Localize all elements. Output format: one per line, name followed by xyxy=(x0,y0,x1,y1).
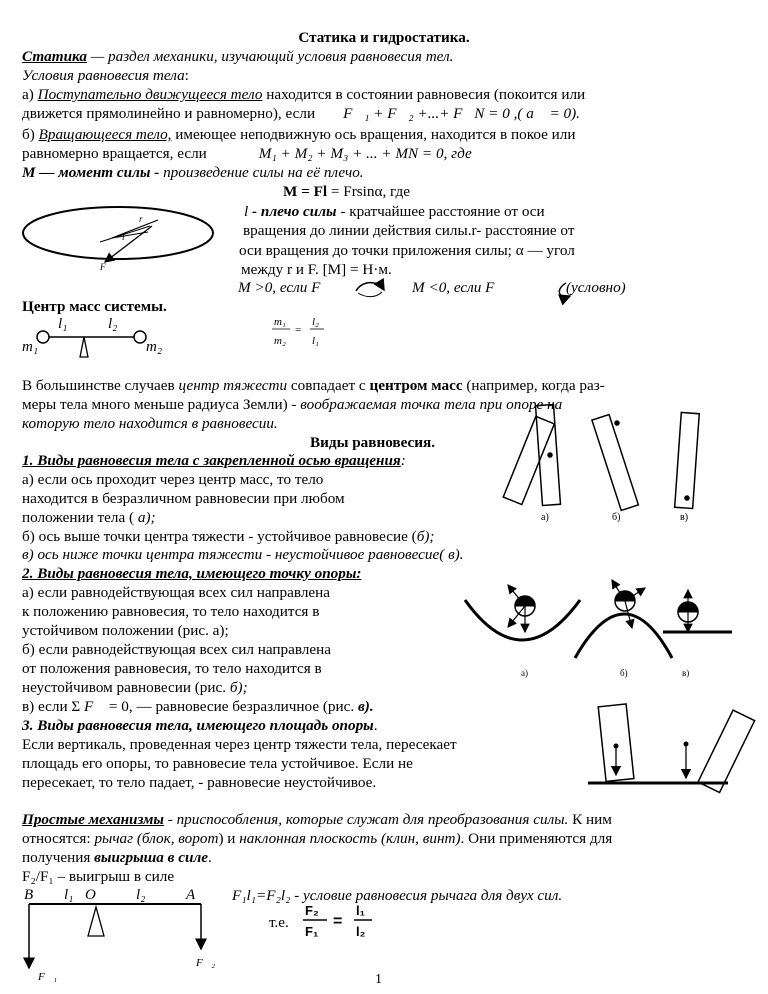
s1-a3-italic: а); xyxy=(137,509,156,526)
mech-term: Простые механизмы xyxy=(22,811,164,828)
s2-b-line2: от положения равновесия, то тело находится в xyxy=(22,660,322,677)
arm-symbol: l xyxy=(244,203,249,220)
fig2-label-a: а) xyxy=(521,668,528,678)
s2-a-line2: к положению равновесия, то тело находится в xyxy=(22,603,320,620)
disk-label-r: r xyxy=(139,214,143,224)
s1-b-text: б) ось выше точки центра тяжести - устойчивое равновесие ( xyxy=(22,528,417,545)
s3-line1: Если вертикаль, проведенная через центр тяжести тела, пересекает xyxy=(22,736,457,753)
final-F1: F₁ xyxy=(305,924,319,939)
ratio-m1: m₁ xyxy=(274,316,286,328)
s3-dot: . xyxy=(373,717,378,734)
support-area-figures xyxy=(588,704,755,793)
gravity-p3: совпадает с xyxy=(287,377,370,394)
s2-heading: 2. Виды равновесия тела, имеющего точку опоры: xyxy=(22,565,362,582)
s2-b-line1: б) если равнодействующая всех сил направлена xyxy=(22,641,331,658)
moment-formula-rest: = Frsinα, где xyxy=(327,183,410,200)
mech-t4: . Они применяются для xyxy=(460,830,613,847)
s1-b-italic: б); xyxy=(416,528,435,545)
sign-note: (условно) xyxy=(566,279,626,296)
lever-B: B xyxy=(24,887,34,903)
lever-l2: l₂ xyxy=(136,887,146,903)
page-number: 1 xyxy=(375,972,382,987)
final-l2: l₂ xyxy=(356,924,366,939)
cond-heading-text: Условия равновесия тела xyxy=(22,67,185,84)
sign-positive: M >0, если F xyxy=(238,279,321,296)
center-of-mass-lever xyxy=(22,316,162,357)
statics-def: — раздел механики, изучающий условия равновесия тел. xyxy=(86,48,454,65)
s2-a-line3: устойчивом положении (рис. а); xyxy=(22,622,229,639)
fixed-axis-figures xyxy=(503,404,699,510)
arm-line2: вращения до линии действия силы.r- расстояние от xyxy=(243,222,575,239)
gravity-p6: меры тела много меньше радиуса Земли) - xyxy=(22,396,301,413)
s3-heading-text: 3. Виды равновесия тела, имеющего площадь опоры xyxy=(22,717,374,734)
s2-c1: в) если Σ xyxy=(22,698,85,715)
gravity-p5: (например, когда раз- xyxy=(462,377,605,394)
s2-b3-text: неустойчивом равновесии (рис. xyxy=(22,679,230,696)
com-l2: l₂ xyxy=(108,316,118,332)
mech-t5: получения xyxy=(22,849,95,866)
mech-i3: выигрыша в силе xyxy=(94,849,208,866)
final-eq: = xyxy=(333,913,343,930)
mech-t1: К ним xyxy=(568,811,612,828)
lever-O: O xyxy=(85,887,96,903)
arm-text1: - кратчайшее расстояние от оси xyxy=(336,203,545,220)
lever-condition: F₁l₁=F₂l₂ - условие равновесия рычага для двух сил. xyxy=(232,887,563,904)
mech-t2: относятся: xyxy=(22,830,95,847)
moment-formula-bold: М = Fl xyxy=(283,183,328,200)
moment-def: произведение силы на её плечо. xyxy=(159,164,364,181)
statics-term: Статика xyxy=(22,48,87,65)
a-italic: Поступательно движущееся тело xyxy=(37,86,263,103)
mass-arm-ratio xyxy=(272,316,324,347)
cond-colon: : xyxy=(184,67,189,84)
final-l1: l₁ xyxy=(356,903,365,918)
two-force-lever xyxy=(29,904,201,968)
ratio-eq: = xyxy=(295,324,302,336)
s3-line3: пересекает, то тело падает, - равновесие неустойчивое. xyxy=(22,774,377,791)
moment-term: М — момент силы - xyxy=(22,164,160,181)
ratio-l2: l₂ xyxy=(312,316,319,328)
s2-c3: в). xyxy=(357,698,374,715)
s1-colon: : xyxy=(400,452,406,469)
b-prefix: б) xyxy=(22,126,39,143)
gravity-line3: которую тело находится в равновесии. xyxy=(22,415,278,432)
lever-F1: F⃗₁ xyxy=(38,971,58,983)
mech-i1: рычаг (блок, ворот xyxy=(94,830,219,847)
gravity-p1: В большинстве случаев xyxy=(22,377,179,394)
ratio-m2: m₂ xyxy=(274,335,286,347)
fig2-label-b: б) xyxy=(620,668,628,678)
types-heading: Виды равновесия. xyxy=(310,434,436,451)
a-formula: F⃗₁ + F⃗₂ +...+ F⃗N = 0 ,( a⃗ = 0). xyxy=(343,105,580,122)
mech-i2: наклонная плоскость (клин, винт) xyxy=(239,830,461,847)
page-title: Статика и гидростатика. xyxy=(298,29,470,46)
s3-line2: площадь его опоры, то равновесие тела устойчивое. Если не xyxy=(22,755,413,772)
fig1-label-a: а) xyxy=(541,512,549,523)
fig1-label-b: б) xyxy=(612,512,621,523)
b-formula: M₁ + M₂ + M₃ + ... + MN = 0, где xyxy=(258,145,472,162)
force-arm-ratio xyxy=(303,903,372,939)
s1-a3-text: положении тела ( xyxy=(22,509,138,526)
support-point-figures xyxy=(465,580,732,658)
s1-c-line: в) ось ниже точки центра тяжести - неустойчивое равновесие( в). xyxy=(22,546,464,563)
gravity-p2: центр тяжести xyxy=(178,377,288,394)
clockwise-icon xyxy=(356,283,384,297)
lever-A: A xyxy=(186,887,196,903)
gravity-p7: воображаемая точка тела при опоре на xyxy=(300,396,563,413)
disk-label-F: F xyxy=(100,262,106,272)
ratio-l1: l₁ xyxy=(312,335,319,347)
b-italic: Вращающееся тело, xyxy=(38,126,172,143)
arm-term: - плечо силы xyxy=(248,203,337,220)
s2-a-line1: а) если равнодействующая всех сил направлена xyxy=(22,584,331,601)
fig2-label-c: в) xyxy=(682,668,690,678)
a-text2: движется прямолинейно и равномерно), если xyxy=(22,105,316,122)
com-m1: m₁ xyxy=(22,339,39,355)
a-text1: находится в состоянии равновесия (покоится или xyxy=(262,86,586,103)
mech-def: - приспособления, которые служат для преобразования силы. xyxy=(163,811,569,828)
s2-c2: = 0, — равновесие безразличное (рис. xyxy=(105,698,358,715)
s1-a-line2: находится в безразличном равновесии при любом xyxy=(22,490,345,507)
s1-heading-text: 1. Виды равновесия тела с закрепленной осью вращения xyxy=(22,452,401,469)
sign-negative: M <0, если F xyxy=(412,279,495,296)
mech-t6: . xyxy=(207,849,212,866)
rotating-disk-diagram xyxy=(23,207,213,272)
fig1-label-c: в) xyxy=(680,512,689,523)
center-of-mass-heading: Центр масс системы. xyxy=(22,298,167,315)
ie-label: т.е. xyxy=(269,914,289,931)
com-m2: m₂ xyxy=(146,339,163,355)
b-text2: равномерно вращается, если xyxy=(22,145,207,162)
counterclockwise-icon xyxy=(559,283,570,297)
s1-a-line1: а) если ось проходит через центр масс, то тело xyxy=(22,471,324,488)
gravity-p4: центром масс xyxy=(369,377,463,394)
arm-line4: между r и F. [M] = Н·м. xyxy=(241,261,392,278)
lever-F2: F⃗₂ xyxy=(196,957,216,969)
arm-line3: оси вращения до точки приложения силы; α — угол xyxy=(239,242,575,259)
com-l1: l₁ xyxy=(58,316,68,332)
a-prefix: а) xyxy=(22,86,38,103)
lever-l1: l₁ xyxy=(64,887,74,903)
s2-b3-italic: б); xyxy=(229,679,248,696)
disk-label-l: l xyxy=(122,232,125,242)
s2-c-force: F⃗ xyxy=(84,698,106,715)
b-text1: имеющее неподвижную ось вращения, находится в покое или xyxy=(171,126,576,143)
final-F2: F₂ xyxy=(305,903,319,918)
gain-line: F₂/F₁ – выигрыш в силе xyxy=(22,868,175,885)
mech-t3: ) и xyxy=(218,830,240,847)
